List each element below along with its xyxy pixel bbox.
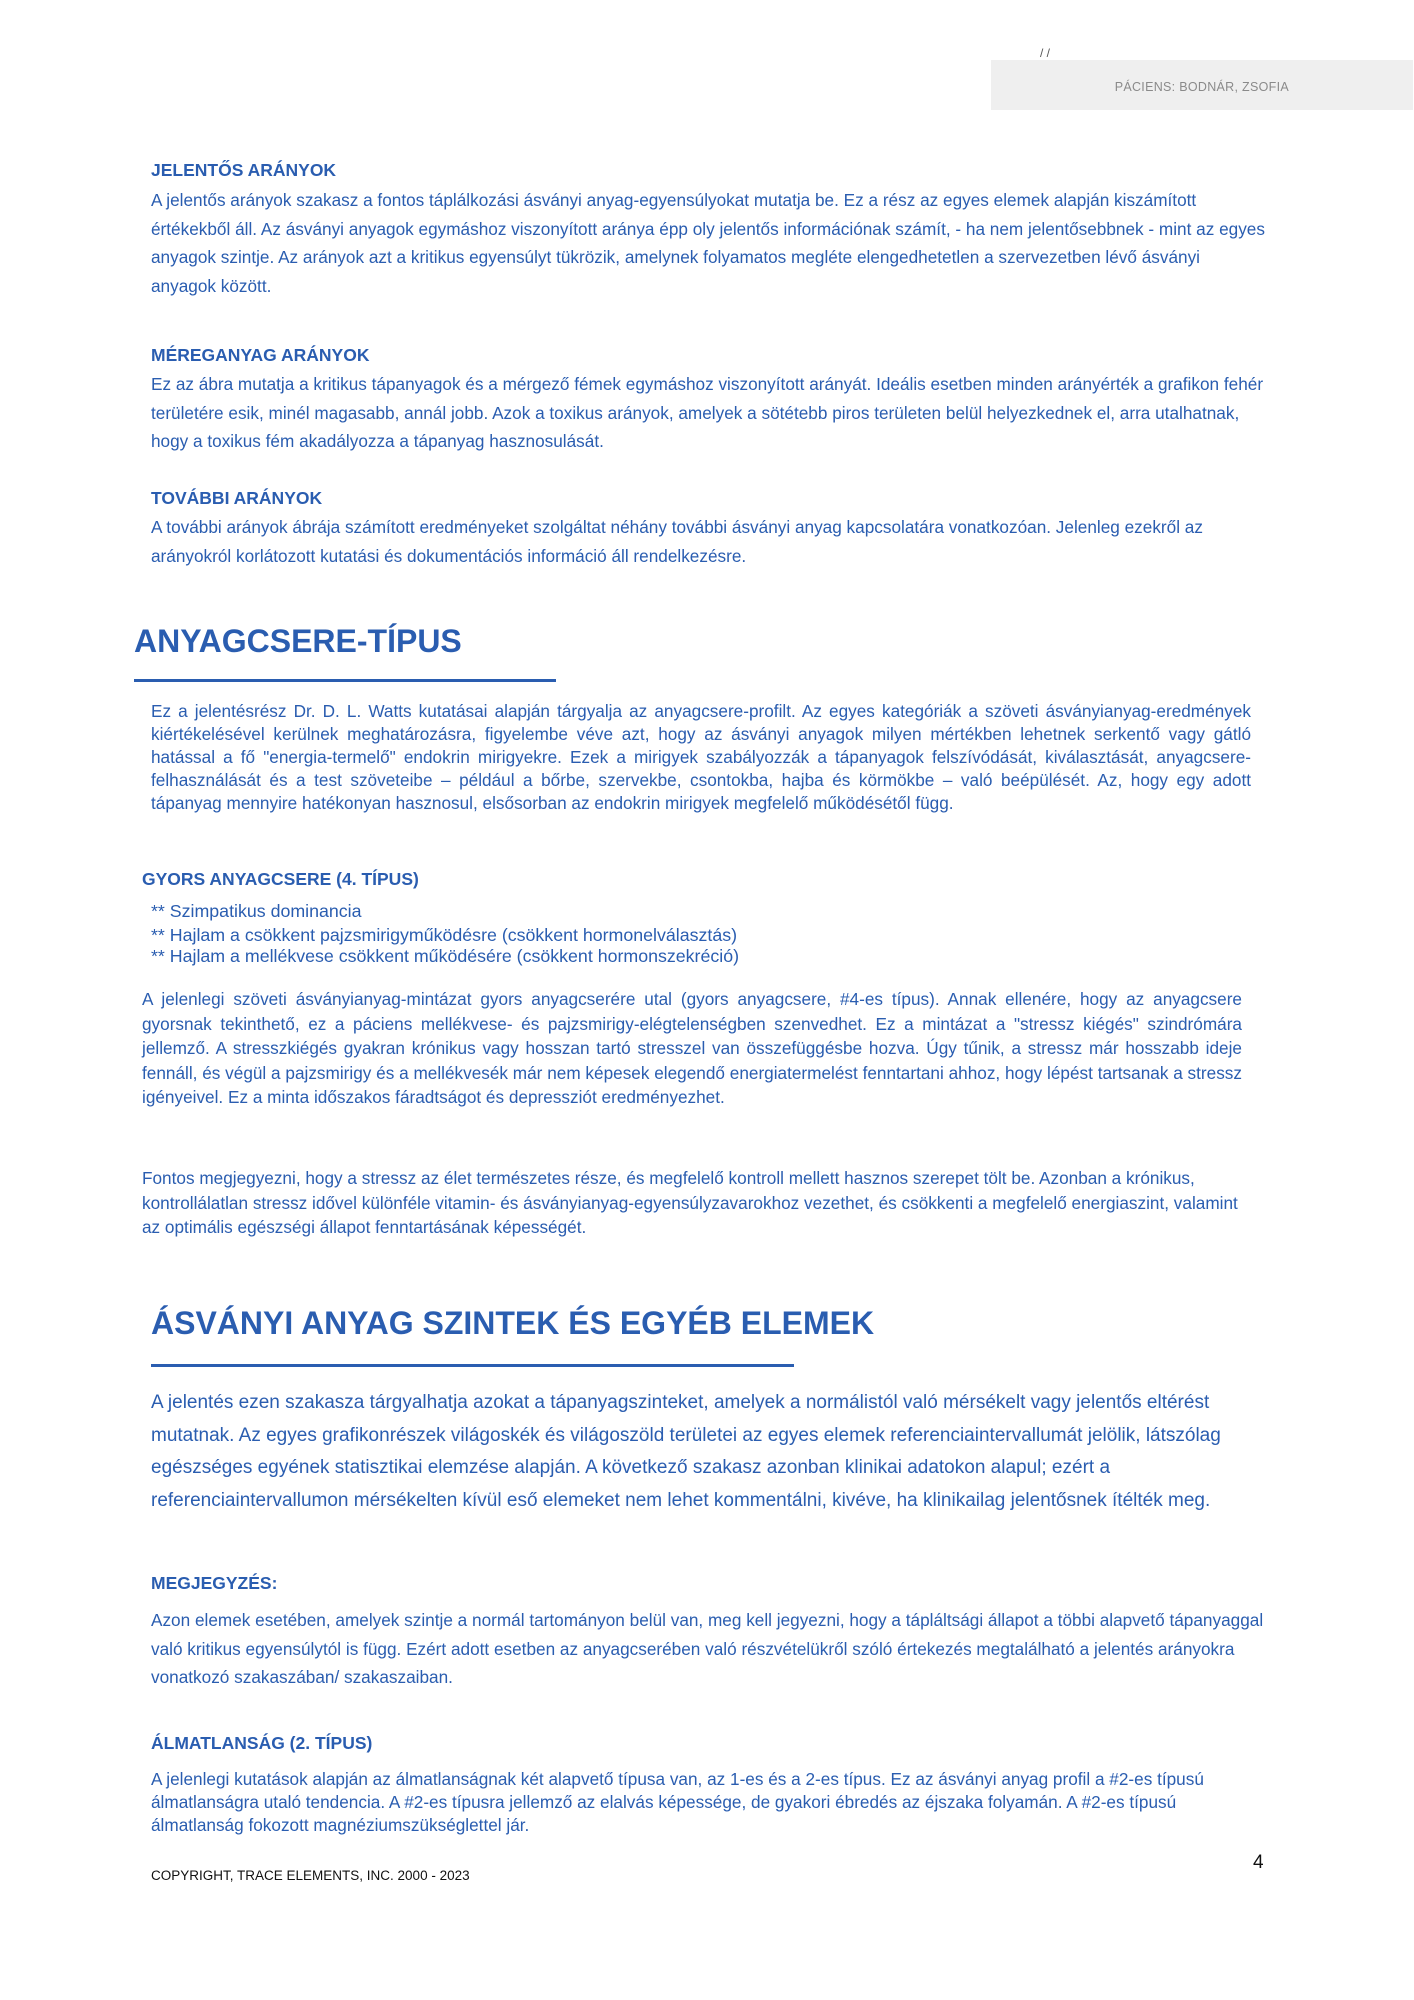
note-text: Azon elemek esetében, amelyek szintje a normál tartományon belül van, meg kell jegyezni, hogy a tápláltsági állapot a többi alapvető tápanyaggal való kritikus egyensúlytól is függ. Ezért adott esetben az anyagcserében való részvételükről szóló értekezés megtalálható a jelentés arányokra vonatkozó szakaszában/ szakaszaiban. [151,1610,1264,1687]
bullet-item: ** Szimpatikus dominancia [151,901,362,921]
toxic-ratios-heading: MÉREGANYAG ARÁNYOK [151,345,370,365]
patient-header-box [991,60,1413,110]
metabolic-type-intro: Ez a jelentésrész Dr. D. L. Watts kutatásai alapján tárgyalja az anyagcsere-profilt. Az egyes kategóriák a szöveti ásványianyag-eredmények kiértékelésével kerülnek meghatározásra, figyelembe véve azt, hogy az ásványi anyagok milyen mértékben lehetnek serkentő vagy gátló hatással a fő "energia-termelő" endokrin mirigyekre. Ezek a mirigyek szabályozzák a tápanyagok felszívódását, kiválasztását, anyagcsere-felhasználását és a test szöveteibe – például a bőrbe, szervekbe, csontokba, hajba és körmökbe – való beépülését. Az, hogy egy adott tápanyag mennyire hatékonyan hasznosul, elsősorban az endokrin mirigyek megfelelő működésétől függ. [151,701,1251,813]
fast-metabolism-heading: GYORS ANYAGCSERE (4. TÍPUS) [142,869,419,889]
metabolic-type-title: ANYAGCSERE-TÍPUS [134,623,462,659]
additional-ratios-heading: TOVÁBBI ARÁNYOK [151,488,323,508]
bullet-item: ** Hajlam a csökkent pajzsmirigyműködésre (csökkent hormonelválasztás) [151,925,738,945]
mineral-levels-underline [151,1364,794,1367]
additional-ratios-text: A további arányok ábrája számított eredményeket szolgáltat néhány további ásványi anyag kapcsolatára vonatkozóan. Jelenleg ezekről az arányokról korlátozott kutatási és dokumentációs információ áll rendelkezésre. [151,517,1203,566]
significant-ratios-heading: JELENTŐS ARÁNYOK [151,160,337,180]
metabolic-type-underline [134,679,556,682]
metabolic-paragraph-2: Fontos megjegyezni, hogy a stressz az élet természetes része, és megfelelő kontroll mellett hasznos szerepet tölt be. Azonban a krónikus, kontrollálatlan stressz idővel különféle vitamin- és ásványianyag-egyensúlyzavarokhoz vezethet, és csökkenti a megfelelő energiaszint, valamint az optimális egészségi állapot fenntartásának képességét. [142,1168,1238,1237]
note-heading: MEGJEGYZÉS: [151,1573,278,1593]
header-decoration: / / [1040,46,1051,60]
page-number: 4 [1253,1852,1264,1873]
significant-ratios-text: A jelentős arányok szakasz a fontos táplálkozási ásványi anyag-egyensúlyokat mutatja be. Ez a rész az egyes elemek alapján kiszámított értékekből áll. Az ásványi anyagok egymáshoz viszonyított aránya épp oly jelentős információnak számít, - ha nem jelentősebbnek - mint az egyes anyagok szintje. Az arányok azt a kritikus egyensúlyt tükrözik, amelynek folyamatos megléte elengedhetetlen a szervezetben lévő ásványi anyagok között. [151,190,1265,296]
metabolic-paragraph-1: A jelenlegi szöveti ásványianyag-mintázat gyors anyagcserére utal (gyors anyagcsere, #4-es típus). Annak ellenére, hogy az anyagcsere gyorsnak tekinthető, ez a páciens mellékvese- és pajzsmirigy-elégtelenségben szenvedhet. Ez a mintázat a "stressz kiégés" szindrómára jellemző. A stresszkiégés gyakran krónikus vagy hosszan tartó stresszel van összefüggésbe hozva. Úgy tűnik, a stressz már hosszabb ideje fennáll, és végül a pajzsmirigy és a mellékvesék már nem képesek elegendő energiatermelést fenntartani ahhoz, hogy lépést tartsanak a stressz igényeivel. Ez a minta időszakos fáradtságot és depressziót eredményezhet. [142,989,1242,1107]
insomnia-text: A jelenlegi kutatások alapján az álmatlanságnak két alapvető típusa van, az 1-es és a 2-es típus. Ez az ásványi anyag profil a #2-es típusú álmatlanságra utaló tendencia. A #2-es típusra jellemző az elalvás képessége, de gyakori ébredés az éjszaka folyamán. A #2-es típusú álmatlanság fokozott magnéziumszükséglettel jár. [151,1769,1204,1835]
bullet-item: ** Hajlam a mellékvese csökkent működésére (csökkent hormonszekréció) [151,946,740,966]
copyright-footer: COPYRIGHT, TRACE ELEMENTS, INC. 2000 - 2023 [151,1868,470,1883]
mineral-levels-intro: A jelentés ezen szakasza tárgyalhatja azokat a tápanyagszinteket, amelyek a normálistól való mérsékelt vagy jelentős eltérést mutatnak. Az egyes grafikonrészek világoskék és világoszöld területei az egyes elemek referenciaintervallumát jelölik, látszólag egészséges egyének statisztikai elemzése alapján. A következő szakasz azonban klinikai adatokon alapul; ezért a referenciaintervallumon mérsékelten kívül eső elemeket nem lehet kommentálni, kivéve, ha klinikailag jelentősnek ítélték meg. [151,1392,1221,1511]
insomnia-heading: ÁLMATLANSÁG (2. TÍPUS) [151,1733,373,1753]
patient-label: PÁCIENS: BODNÁR, ZSOFIA [1114,80,1289,94]
toxic-ratios-text: Ez az ábra mutatja a kritikus tápanyagok és a mérgező fémek egymáshoz viszonyított arányát. Ideális esetben minden arányérték a grafikon fehér területére esik, minél magasabb, annál jobb. Azok a toxikus arányok, amelyek a sötétebb piros területen belül helyezkednek el, arra utalhatnak, hogy a toxikus fém akadályozza a tápanyag hasznosulását. [151,374,1264,451]
mineral-levels-title: ÁSVÁNYI ANYAG SZINTEK ÉS EGYÉB ELEMEK [151,1305,875,1341]
